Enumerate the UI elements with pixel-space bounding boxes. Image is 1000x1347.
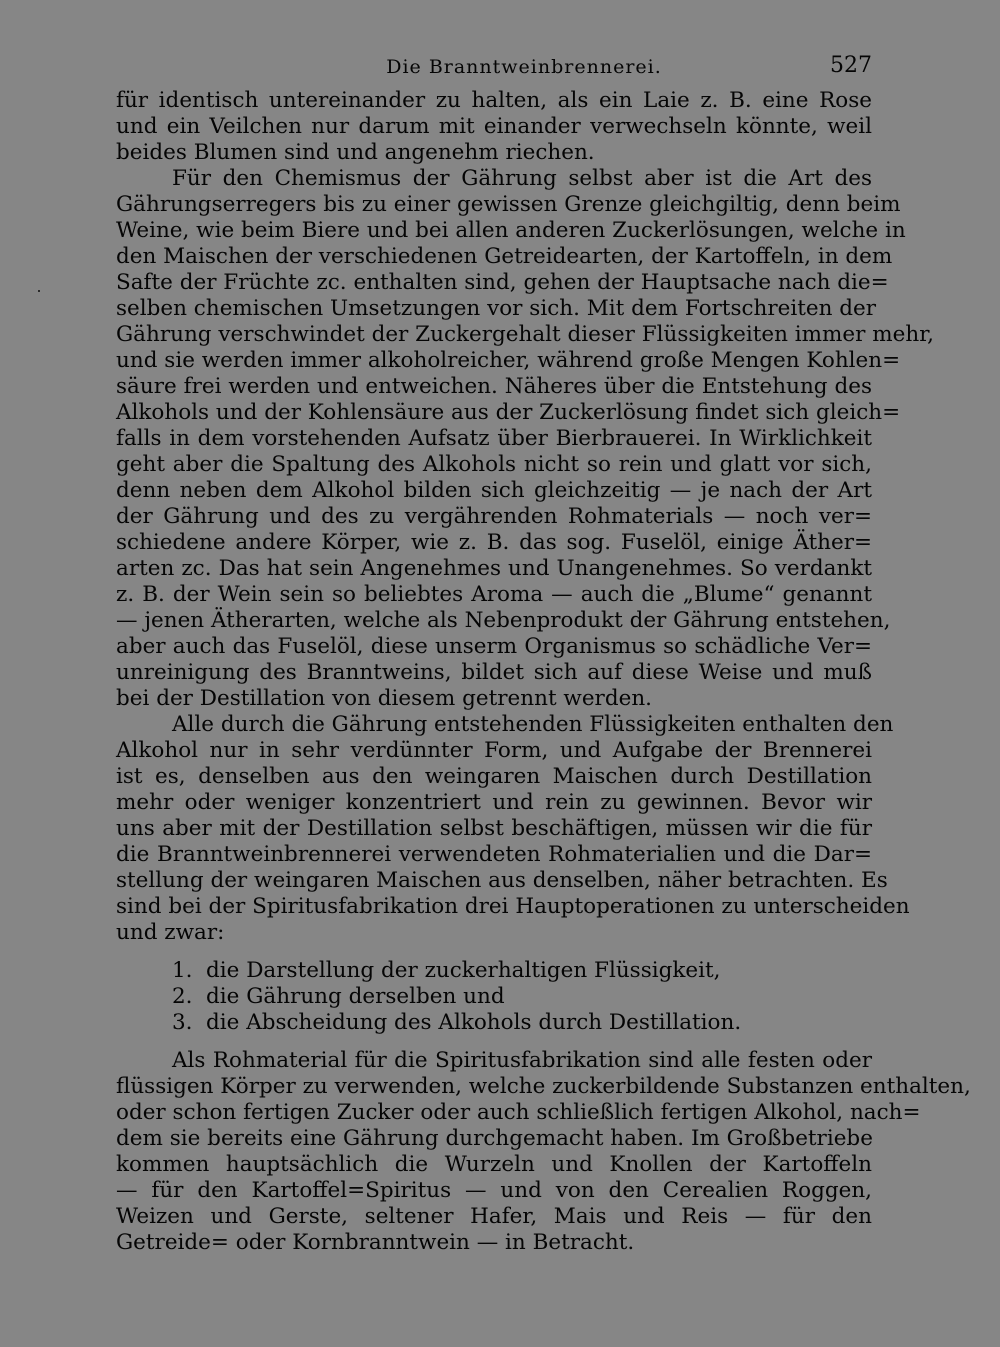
text-line: und ein Veilchen nur darum mit einander verwechseln könnte, weil bbox=[116, 114, 872, 139]
list-item-text: die Gährung derselben und bbox=[206, 984, 505, 1009]
list-item-text: die Abscheidung des Alkohols durch Destillation. bbox=[206, 1010, 742, 1035]
paragraph bbox=[116, 712, 910, 946]
list-item-text: die Darstellung der zuckerhaltigen Flüssigkeit, bbox=[206, 958, 721, 983]
text-line: und zwar: bbox=[116, 920, 225, 945]
text-line: Getreide= oder Kornbranntwein — in Betracht. bbox=[116, 1230, 635, 1255]
paragraph bbox=[116, 166, 934, 712]
book-page bbox=[116, 53, 971, 1256]
text-line: uns aber mit der Destillation selbst beschäftigen, müssen wir die für bbox=[116, 816, 872, 841]
text-line: — jenen Ätherarten, welche als Nebenprodukt der Gährung entstehen, bbox=[116, 608, 891, 633]
text-line: Gährungserregers bis zu einer gewissen Grenze gleichgiltig, denn beim bbox=[116, 192, 901, 217]
stray-dot bbox=[38, 290, 40, 292]
text-line: stellung der weingaren Maischen aus denselben, näher betrachten. Es bbox=[116, 868, 888, 893]
text-line: — für den Kartoffel=Spiritus — und von den Cerealien Roggen, bbox=[116, 1178, 872, 1203]
paragraph bbox=[116, 88, 872, 166]
text-line: sind bei der Spiritusfabrikation drei Hauptoperationen zu unterscheiden bbox=[116, 894, 910, 919]
text-line: dem sie bereits eine Gährung durchgemacht haben. Im Großbetriebe bbox=[116, 1126, 873, 1151]
text-line: Weine, wie beim Biere und bei allen anderen Zuckerlösungen, welche in bbox=[116, 218, 906, 243]
text-line: säure frei werden und entweichen. Näheres über die Entstehung des bbox=[116, 374, 872, 399]
operations-list bbox=[116, 958, 872, 1036]
text-line: arten zc. Das hat sein Angenehmes und Unangenehmes. So verdankt bbox=[116, 556, 872, 581]
list-item bbox=[116, 958, 872, 984]
page-number: 527 bbox=[830, 53, 872, 78]
text-line: denn neben dem Alkohol bilden sich gleichzeitig — je nach der Art bbox=[116, 478, 872, 503]
text-line: den Maischen der verschiedenen Getreidearten, der Kartoffeln, in dem bbox=[116, 244, 893, 269]
text-line: Als Rohmaterial für die Spiritusfabrikation sind alle festen oder bbox=[172, 1048, 872, 1073]
text-line: flüssigen Körper zu verwenden, welche zuckerbildende Substanzen enthalten, bbox=[116, 1074, 971, 1099]
text-line: ist es, denselben aus den weingaren Maischen durch Destillation bbox=[116, 764, 872, 789]
list-item bbox=[116, 1010, 872, 1036]
text-line: Alkohol nur in sehr verdünnter Form, und Aufgabe der Brennerei bbox=[116, 738, 872, 763]
running-head: Die Branntweinbrennerei. bbox=[386, 56, 662, 78]
text-line: schiedene andere Körper, wie z. B. das sog. Fuselöl, einige Äther= bbox=[116, 530, 872, 555]
text-line: für identisch untereinander zu halten, als ein Laie z. B. eine Rose bbox=[116, 88, 872, 113]
text-line: Gährung verschwindet der Zuckergehalt dieser Flüssigkeiten immer mehr, bbox=[116, 322, 934, 347]
text-line: aber auch das Fuselöl, diese unserm Organismus so schädliche Ver= bbox=[116, 634, 872, 659]
paragraph bbox=[116, 1048, 971, 1256]
text-line: Alkohols und der Kohlensäure aus der Zuckerlösung findet sich gleich= bbox=[116, 400, 901, 425]
list-item bbox=[116, 984, 872, 1010]
text-line: beides Blumen sind und angenehm riechen. bbox=[116, 140, 595, 165]
text-line: mehr oder weniger konzentriert und rein zu gewinnen. Bevor wir bbox=[116, 790, 872, 815]
text-line: Für den Chemismus der Gährung selbst aber ist die Art des bbox=[172, 166, 872, 191]
text-line: der Gährung und des zu vergährenden Rohmaterials — noch ver= bbox=[116, 504, 872, 529]
body-text bbox=[116, 88, 971, 1256]
text-line: Alle durch die Gährung entstehenden Flüssigkeiten enthalten den bbox=[172, 712, 894, 737]
text-line: bei der Destillation von diesem getrennt werden. bbox=[116, 686, 652, 711]
text-line: kommen hauptsächlich die Wurzeln und Knollen der Kartoffeln bbox=[116, 1152, 872, 1177]
text-line: Safte der Früchte zc. enthalten sind, gehen der Hauptsache nach die= bbox=[116, 270, 889, 295]
text-line: oder schon fertigen Zucker oder auch schließlich fertigen Alkohol, nach= bbox=[116, 1100, 921, 1125]
text-line: Weizen und Gerste, seltener Hafer, Mais und Reis — für den bbox=[116, 1204, 872, 1229]
list-item-number: 2. bbox=[172, 984, 193, 1009]
text-line: falls in dem vorstehenden Aufsatz über Bierbrauerei. In Wirklichkeit bbox=[116, 426, 872, 451]
list-item-number: 1. bbox=[172, 958, 193, 983]
text-line: und sie werden immer alkoholreicher, während große Mengen Kohlen= bbox=[116, 348, 901, 373]
list-item-number: 3. bbox=[172, 1010, 193, 1035]
text-line: geht aber die Spaltung des Alkohols nicht so rein und glatt vor sich, bbox=[116, 452, 872, 477]
text-line: unreinigung des Branntweins, bildet sich auf diese Weise und muß bbox=[116, 660, 872, 685]
text-line: die Branntweinbrennerei verwendeten Rohmaterialien und die Dar= bbox=[116, 842, 872, 867]
page-header bbox=[116, 53, 872, 88]
text-line: z. B. der Wein sein so beliebtes Aroma — auch die „Blume“ genannt bbox=[116, 582, 872, 607]
text-line: selben chemischen Umsetzungen vor sich. Mit dem Fortschreiten der bbox=[116, 296, 877, 321]
